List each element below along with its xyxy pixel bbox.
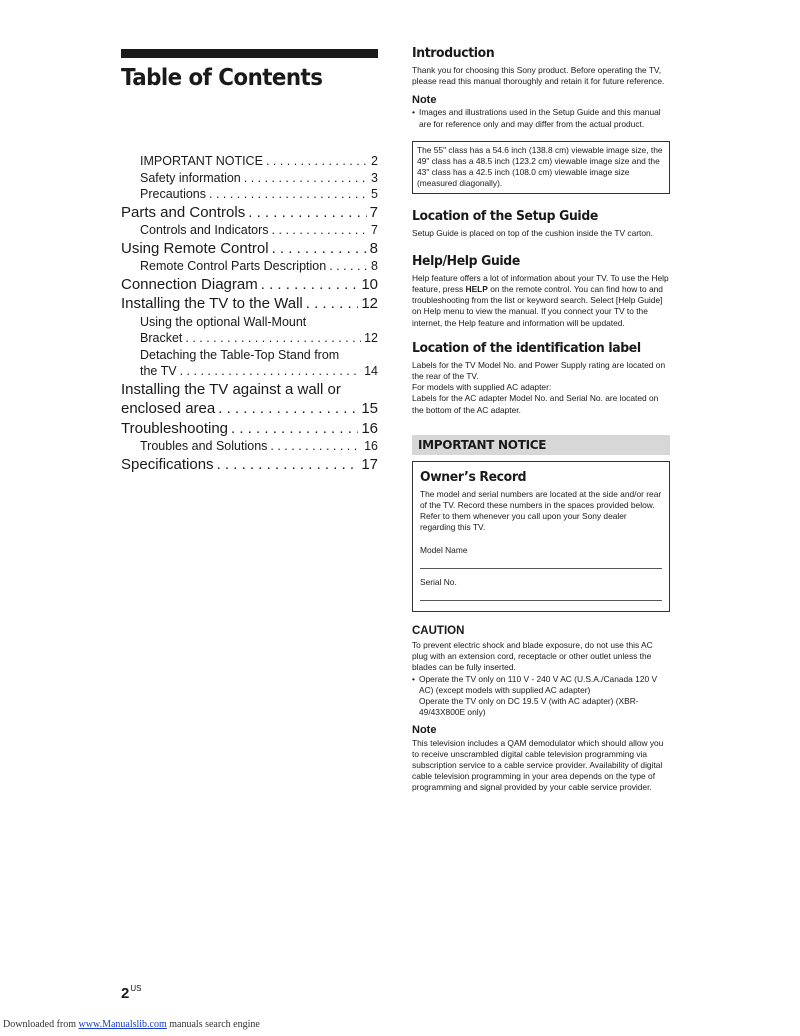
caution-body: To prevent electric shock and blade exposure, do not use this AC plug with an extension cord, receptacle or other outlet unless the blades can be fully inserted. <box>412 640 653 673</box>
toc-entry[interactable] <box>121 314 378 331</box>
toc-leader-dots <box>306 294 359 314</box>
toc-entry-page: 16 <box>364 439 378 453</box>
toc-entry[interactable] <box>121 438 378 455</box>
caution-bullet-b: Operate the TV only on DC 19.5 V (with AC adapter) (XBR-49/43X800E only) <box>419 696 639 718</box>
toc-leader-dots <box>248 203 366 223</box>
setup-guide-heading: Location of the Setup Guide <box>412 207 598 224</box>
manualslib-link[interactable]: www.Manualslib.com <box>78 1019 167 1030</box>
toc-entry-label: Specifications <box>121 455 214 473</box>
toc-entry-label: Parts and Controls <box>121 203 246 221</box>
toc-list <box>121 153 378 474</box>
toc-entry-label: enclosed area <box>121 400 216 417</box>
toc-entry[interactable] <box>121 222 378 239</box>
help-key: HELP <box>465 284 488 295</box>
toc-column <box>121 49 378 473</box>
toc-leader-dots <box>180 363 361 380</box>
viewable-size-text: The 55" class has a 54.6 inch (138.8 cm) viewable image size, the 49" class has a 48.5 inch (123.2 cm) viewable image size and the 43" class has a 42.5 inch (108.0 cm) viewable image size (measured diagonally). <box>417 144 663 189</box>
toc-leader-dots <box>209 186 368 203</box>
download-footer <box>3 1019 260 1030</box>
owners-record-box <box>412 461 670 612</box>
bullet-icon: • <box>412 673 415 684</box>
toc-entry[interactable] <box>121 170 378 187</box>
toc-entry[interactable] <box>121 258 378 275</box>
page-number-suffix: US <box>130 984 142 993</box>
toc-leader-dots <box>261 275 359 295</box>
serial-no-label: Serial No. <box>420 576 457 587</box>
toc-entry-label: Using Remote Control <box>121 239 269 257</box>
help-heading: Help/Help Guide <box>412 252 520 269</box>
toc-entry[interactable] <box>121 275 378 295</box>
toc-leader-dots <box>231 419 358 439</box>
help-body-a: Help feature offers a lot of information about your TV. To use the Help feature, press <box>412 272 669 295</box>
owners-record-body: The model and serial numbers are located at the side and/or rear of the TV. Record these numbers in the spaces provided below. Refer to them whenever you call upon your Sony dealer regarding this TV. <box>420 488 662 533</box>
toc-entry-label: Connection Diagram <box>121 275 258 293</box>
caution-bullet-a: Operate the TV only on 110 V - 240 V AC (U.S.A./Canada 120 V AC) (except models with supplied AC adapter) <box>419 673 658 695</box>
toc-entry-page: 5 <box>371 187 378 201</box>
toc-entry-label: Detaching the Table-Top Stand from <box>140 347 340 362</box>
toc-entry[interactable] <box>121 380 378 400</box>
caution-note-body: This television includes a QAM demodulator which should allow you to receive unscrambled digital cable television programming via subscription service to a cable service provider. Availability of digital cable television programming in your area depends on the type of programming and signal provided by your cable service provider. <box>412 737 664 793</box>
toc-entry[interactable] <box>121 399 378 419</box>
toc-entry[interactable] <box>121 419 378 439</box>
toc-title: Table of Contents <box>121 65 323 91</box>
toc-rule <box>121 49 378 58</box>
model-name-label: Model Name <box>420 544 468 555</box>
toc-entry[interactable] <box>121 294 378 314</box>
caution-heading: CAUTION <box>412 625 465 638</box>
toc-entry-label: Bracket <box>140 331 183 345</box>
content-column <box>412 44 670 794</box>
toc-entry[interactable] <box>121 347 378 364</box>
toc-entry-page: 8 <box>369 239 378 257</box>
id-label-line2: For models with supplied AC adapter: <box>412 382 552 393</box>
introduction-note-text: Images and illustrations used in the Setup Guide and this manual are for reference only and may differ from the actual product. <box>419 107 661 129</box>
toc-entry[interactable] <box>121 330 378 347</box>
toc-entry-label: Troubleshooting <box>121 419 229 437</box>
caution-bullet-text <box>419 674 670 719</box>
toc-entry-page: 17 <box>361 455 378 473</box>
viewable-size-box <box>412 141 670 194</box>
toc-entry-page: 16 <box>361 419 378 437</box>
toc-leader-dots <box>218 399 358 419</box>
toc-entry[interactable] <box>121 239 378 259</box>
id-label-line3: Labels for the AC adapter Model No. and Serial No. are located on the bottom of the AC adapter. <box>412 393 659 415</box>
toc-entry-label: Controls and Indicators <box>140 223 269 237</box>
toc-entry-label: Remote Control Parts Description <box>140 259 327 273</box>
caution-bullet <box>412 674 670 719</box>
page-number-value: 2 <box>121 985 130 1002</box>
help-body-b: on the remote control. You can find how to and troubleshooting from the list or keyword search. Select [Help Guide] on Help menu to view the manual. If you connect your TV to the internet, the Help feature and information will be updated. <box>412 284 663 328</box>
download-suffix: manuals search engine <box>166 1019 260 1030</box>
toc-leader-dots <box>272 222 369 239</box>
model-name-line <box>420 556 662 569</box>
toc-entry-page: 12 <box>361 295 378 312</box>
toc-entry[interactable] <box>121 153 378 170</box>
toc-entry-page: 15 <box>361 400 378 417</box>
toc-entry-page: 14 <box>364 364 378 378</box>
id-label-heading: Location of the identification label <box>412 339 641 356</box>
toc-entry-page: 7 <box>371 223 378 237</box>
toc-entry-label: Troubles and Solutions <box>140 439 268 453</box>
toc-entry[interactable] <box>121 203 378 223</box>
toc-entry-label: Safety information <box>140 170 241 185</box>
introduction-heading: Introduction <box>412 45 495 61</box>
toc-entry-page: 7 <box>369 203 378 221</box>
toc-entry[interactable] <box>121 363 378 380</box>
toc-leader-dots <box>270 438 361 455</box>
toc-entry-page: 12 <box>364 331 378 345</box>
toc-leader-dots <box>266 153 368 170</box>
bullet-icon: • <box>412 107 415 118</box>
setup-guide-body: Setup Guide is placed on top of the cushion inside the TV carton. <box>412 227 654 238</box>
toc-entry-page: 2 <box>371 154 378 168</box>
toc-entry[interactable] <box>121 186 378 203</box>
caution-note-heading: Note <box>412 723 437 736</box>
download-prefix: Downloaded from <box>3 1019 79 1030</box>
toc-entry-label: Installing the TV against a wall or <box>121 380 341 398</box>
toc-entry-page: 10 <box>361 275 378 293</box>
id-label-line1: Labels for the TV Model No. and Power Supply rating are located on the rear of the TV. <box>412 359 666 382</box>
toc-leader-dots <box>272 239 367 259</box>
toc-entry-page: 3 <box>371 170 378 185</box>
introduction-note-heading: Note <box>412 94 437 107</box>
toc-entry-label: Installing the TV to the Wall <box>121 295 303 312</box>
toc-leader-dots <box>185 330 361 347</box>
toc-leader-dots <box>217 455 359 475</box>
toc-entry[interactable] <box>121 455 378 475</box>
toc-entry-label: Using the optional Wall-Mount <box>140 314 307 329</box>
toc-entry-label: the TV <box>140 364 177 378</box>
introduction-body: Thank you for choosing this Sony product. Before operating the TV, please read this manual thoroughly and retain it for future reference. <box>412 65 665 87</box>
serial-no-line <box>420 588 662 601</box>
toc-leader-dots <box>244 170 368 187</box>
toc-entry-label: Precautions <box>140 187 207 201</box>
toc-entry-label: IMPORTANT NOTICE <box>140 154 263 168</box>
help-body <box>412 273 670 329</box>
introduction-note-bullet <box>412 107 670 129</box>
important-notice-bar: IMPORTANT NOTICE <box>412 435 670 455</box>
page-number <box>121 984 141 1002</box>
owners-record-heading: Owner’s Record <box>420 468 527 485</box>
toc-leader-dots <box>329 258 368 275</box>
toc-entry-page: 8 <box>371 259 378 273</box>
